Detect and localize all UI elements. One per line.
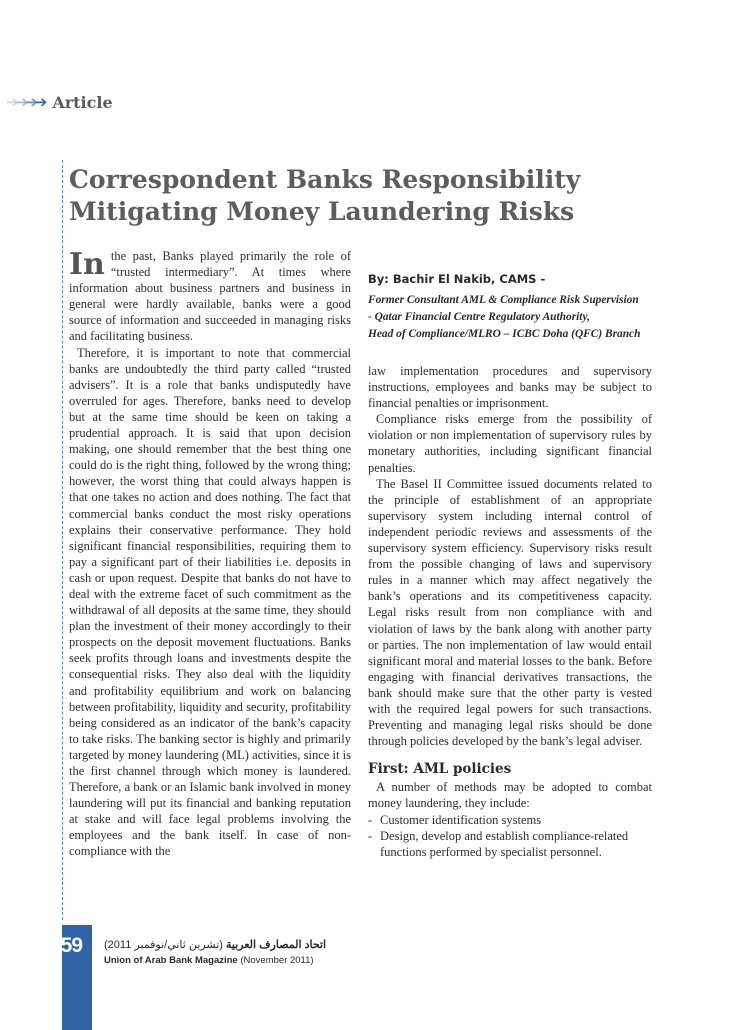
list-item: - Design, develop and establish compliance-related functions performed by specialist personnel.: [368, 828, 652, 860]
title-line-1: Correspondent Banks Responsibility: [69, 165, 581, 194]
author-role-1: Former Consultant AML & Compliance Risk Supervision: [368, 294, 639, 306]
list-item: - Customer identification systems: [368, 812, 542, 827]
section-header: [6, 91, 113, 113]
footer-magazine: Union of Arab Bank Magazine: [104, 955, 238, 966]
list-item-text: Customer identification systems: [380, 812, 542, 827]
paragraph-4: Compliance risks emerge from the possibility of violation or non implementation of supervisory rules by monetary authorities, including significant financial penalties.: [368, 412, 652, 475]
footer-arabic-date: (تشرين ثاني/نوفمبر 2011): [104, 939, 223, 951]
article-title: [69, 164, 709, 228]
left-column: [69, 248, 351, 860]
footer-arabic: [104, 938, 326, 952]
footer: [104, 938, 326, 968]
margin-rule: [62, 160, 63, 920]
author-role-2: - Qatar Financial Centre Regulatory Authority,: [368, 311, 590, 323]
list-item-text: Design, develop and establish compliance-related functions performed by specialist personnel.: [380, 828, 629, 859]
byline: [368, 272, 668, 343]
arrows-icon: ➔ ➔ ➔ ➔: [6, 92, 48, 111]
right-column: [368, 363, 652, 860]
section-label: Article: [52, 92, 113, 112]
paragraph-3: law implementation procedures and supervisory instructions, employees and banks may be subject to financial penalties or imprisonment.: [368, 364, 652, 411]
footer-arabic-title: اتحاد المصارف العربية: [226, 939, 327, 951]
footer-date: (November 2011): [240, 955, 314, 966]
author-name: By: Bachir El Nakib, CAMS -: [368, 272, 546, 286]
paragraph-2: Therefore, it is important to note that commercial banks are undoubtedly the third party called “trusted advisers”. It is a role that banks undisputedly have overruled for ages. Therefore, banks need to develop but at the same time should be keen on taking a prudential approach. It is said that upon decision making, one should remember that the best thing one could do is the right thing, followed by the wrong thing; however, the worst thing that could always happen is that one takes no action and does nothing. The fact that commercial banks conduct the most risky operations explains their conservative performance. They hold significant financial responsibilities, requiring them to pay a significant part of their liabilities i.e. deposits in cash or upon request. Despite that banks do not have to deal with the extreme facet of such commitment as the withdrawal of all deposits at the same time, they should plan the investment of their money accordingly to their prospects on the deposit movement fluctuations. Banks seek profits through loans and investments despite the consequential risks. They also deal with the liquidity and profitability equilibrium and work on balancing between profitability, liquidity and security, profitability being considered as an indicator of the bank’s capacity to take risks. The banking sector is highly and primarily targeted by money laundering (ML) activities, since it is the first channel through which money is laundered. Therefore, a bank or an Islamic bank involved in money laundering will put its financial and banking reputation at stake and will face legal problems involving the employees and the bank itself. In case of non-compliance with the: [69, 345, 351, 859]
subheading: First: AML policies: [368, 761, 512, 778]
drop-cap: In: [69, 247, 105, 282]
paragraph-5: The Basel II Committee issued documents related to the principle of establishment of an appropriate supervisory system including internal control of independent periodic reviews and assessments of the supervisory system efficiency. Supervisory risks result from the possible changing of laws and supervisory rules in a manner which may affect negatively the bank’s operations and its competitiveness capacity. Legal risks result from non compliance with and violation of laws by the bank along with another party or parties. The non implementation of law would entail significant moral and material losses to the bank. Before engaging with financial derivatives transactions, the bank should make sure that the other party is vested with the required legal powers for such transactions. Preventing and managing legal risks should be done through policies developed by the bank’s legal adviser.: [368, 476, 652, 749]
title-line-2: Mitigating Money Laundering Risks: [69, 197, 575, 226]
footer-english: [104, 954, 326, 968]
paragraph-1: [69, 248, 351, 345]
paragraph-1-text: the past, Banks played primarily the role of “trusted intermediary”. At times where information about business partners and business in general were hardly available, banks were a good source of information and succeeded in managing risks and facilitating business.: [69, 249, 351, 344]
paragraph-6: A number of methods may be adopted to combat money laundering, they include:: [368, 780, 652, 811]
author-role-3: Head of Compliance/MLRO – ICBC Doha (QFC) Branch: [368, 328, 641, 340]
page-number: 159: [50, 934, 83, 957]
